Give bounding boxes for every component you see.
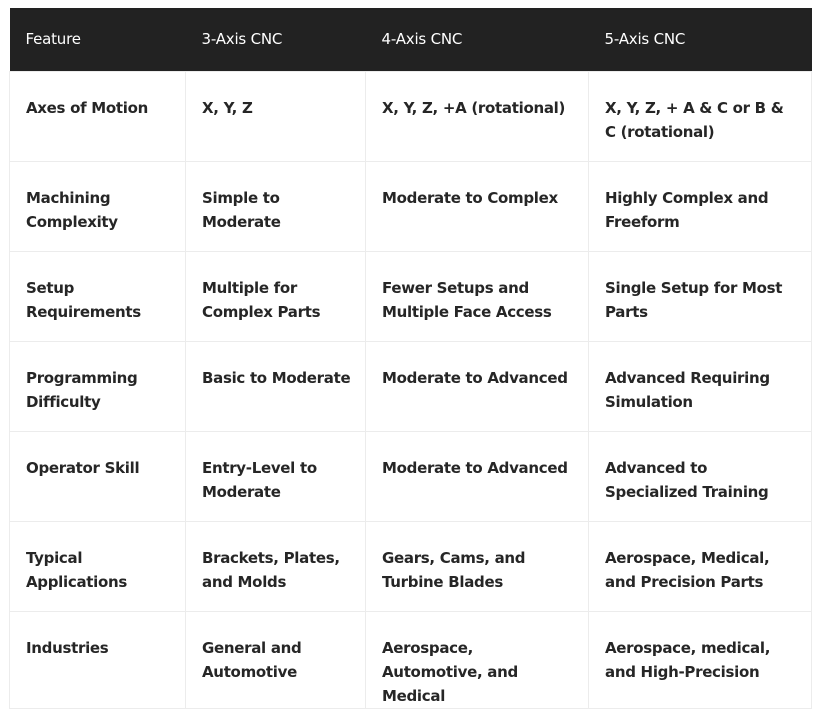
table-row	[10, 341, 812, 431]
table-body	[10, 71, 812, 708]
cell-5-axis: Aerospace, Medical, and Precision Parts	[589, 521, 812, 611]
header-feature: Feature	[25, 30, 81, 49]
row-feature-label: Axes of Motion	[10, 71, 186, 161]
header-3-axis: 3-Axis CNC	[201, 30, 283, 49]
header-4-axis: 4-Axis CNC	[381, 30, 463, 49]
cell-3-axis: Entry-Level to Moderate	[186, 431, 366, 521]
cell-5-axis: Advanced to Specialized Training	[589, 431, 812, 521]
cell-4-axis: Gears, Cams, and Turbine Blades	[366, 521, 589, 611]
cell-5-axis: Aerospace, medical, and High-Precision	[589, 611, 812, 708]
row-feature-label: Setup Requirements	[10, 251, 186, 341]
row-feature-label: Programming Difficulty	[10, 341, 186, 431]
table-row	[10, 251, 812, 341]
cell-4-axis: Moderate to Advanced	[366, 431, 589, 521]
cell-3-axis: Simple to Moderate	[186, 161, 366, 251]
cnc-comparison-table	[9, 8, 812, 709]
cell-5-axis: Advanced Requiring Simulation	[589, 341, 812, 431]
table-row	[10, 521, 812, 611]
cell-5-axis: X, Y, Z, + A & C or B & C (rotational)	[589, 71, 812, 161]
table-row	[10, 611, 812, 708]
cell-3-axis: Multiple for Complex Parts	[186, 251, 366, 341]
cell-3-axis: Brackets, Plates, and Molds	[186, 521, 366, 611]
row-feature-label: Operator Skill	[10, 431, 186, 521]
cell-4-axis: Fewer Setups and Multiple Face Access	[366, 251, 589, 341]
cell-5-axis: Single Setup for Most Parts	[589, 251, 812, 341]
cell-4-axis: X, Y, Z, +A (rotational)	[366, 71, 589, 161]
row-feature-label: Industries	[10, 611, 186, 708]
cell-4-axis: Moderate to Advanced	[366, 341, 589, 431]
cell-4-axis: Moderate to Complex	[366, 161, 589, 251]
table-row	[10, 161, 812, 251]
header-row	[10, 8, 812, 71]
cell-3-axis: X, Y, Z	[186, 71, 366, 161]
header-5-axis: 5-Axis CNC	[604, 30, 686, 49]
row-feature-label: Typical Applications	[10, 521, 186, 611]
cell-3-axis: General and Automotive	[186, 611, 366, 708]
cell-5-axis: Highly Complex and Freeform	[589, 161, 812, 251]
cell-3-axis: Basic to Moderate	[186, 341, 366, 431]
table-row	[10, 71, 812, 161]
row-feature-label: Machining Complexity	[10, 161, 186, 251]
cell-4-axis: Aerospace, Automotive, and Medical	[366, 611, 589, 708]
comparison-table-container	[9, 8, 811, 709]
table-header	[10, 8, 812, 71]
table-row	[10, 431, 812, 521]
